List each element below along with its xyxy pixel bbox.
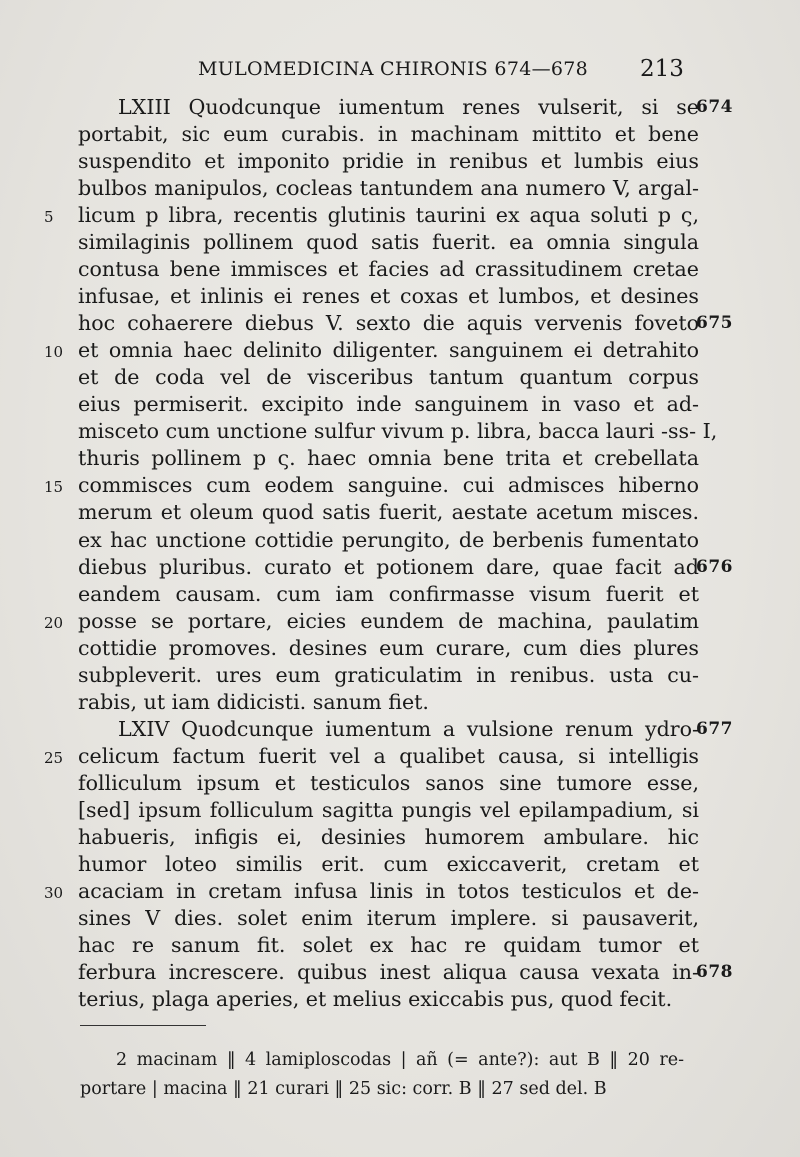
line-text: celicum factum fuerit vel a qualibet causa, si intelligis — [78, 743, 699, 768]
text-line — [0, 581, 800, 608]
text-line — [0, 797, 800, 824]
text-line — [0, 878, 800, 905]
section-number: 677 — [696, 718, 733, 739]
line-number: 15 — [44, 478, 64, 497]
text-line — [0, 932, 800, 959]
line-text: humor loteo similis erit. cum exiccaverit, cretam et — [78, 851, 699, 876]
line-text: misceto cum unctione sulfur vivum p. libra, bacca lauri -ss- I, — [78, 419, 718, 444]
text-line — [0, 635, 800, 662]
text-line — [0, 94, 800, 121]
line-text: eandem causam. cum iam confirmasse visum fuerit et — [78, 581, 699, 606]
text-line — [0, 337, 800, 364]
line-text: sines V dies. solet enim iterum implere. si pausaverit, — [78, 905, 699, 930]
line-number: 10 — [44, 343, 64, 362]
footnote-rule — [80, 1025, 206, 1026]
line-text: rabis, ut iam didicisti. sanum fiet. — [78, 689, 429, 714]
line-text: diebus pluribus. curato et potionem dare, quae facit ad — [78, 554, 699, 579]
line-text: commisces cum eodem sanguine. cui admisces hiberno — [78, 473, 699, 498]
line-text: similaginis pollinem quod satis fuerit. ea omnia singula — [78, 230, 699, 255]
line-text: [sed] ipsum folliculum sagitta pungis vel epilampadium, si — [78, 797, 699, 822]
text-line — [0, 554, 800, 581]
line-text: ex hac unctione cottidie perungito, de berbenis fumentato — [78, 527, 699, 552]
line-text: infusae, et inlinis ei renes et coxas et lumbos, et desines — [78, 284, 699, 309]
text-line — [0, 283, 800, 310]
text-line — [0, 310, 800, 337]
text-line — [0, 148, 800, 175]
line-text: hoc cohaerere diebus V. sexto die aquis vervenis foveto — [78, 311, 699, 336]
text-line — [0, 905, 800, 932]
line-text: merum et oleum quod satis fuerit, aestate acetum misces. — [78, 500, 699, 525]
line-text: LXIV Quodcunque iumentum a vulsione renum ydro- — [118, 716, 699, 741]
text-line — [0, 472, 800, 499]
line-text: licum p libra, recentis glutinis taurini ex aqua soluti p ς, — [78, 203, 699, 228]
line-text: acaciam in cretam infusa linis in totos testiculos et de- — [78, 878, 699, 903]
text-line — [0, 418, 800, 445]
line-text: cottidie promoves. desines eum curare, cum dies plures — [78, 635, 699, 660]
text-line — [0, 175, 800, 202]
text-line — [0, 391, 800, 418]
line-text: terius, plaga aperies, et melius exiccabis pus, quod fecit. — [78, 987, 673, 1012]
line-text: hac re sanum fit. solet ex hac re quidam tumor et — [78, 932, 699, 957]
footnotes — [0, 1046, 800, 1104]
line-text: et de coda vel de visceribus tantum quantum corpus — [78, 365, 699, 390]
text-line — [0, 121, 800, 148]
text-line — [0, 824, 800, 851]
text-line — [0, 202, 800, 229]
line-text: eius permiserit. excipito inde sanguinem in vaso et ad- — [78, 392, 699, 417]
line-number: 25 — [44, 748, 64, 767]
text-line — [0, 716, 800, 743]
text-line — [0, 770, 800, 797]
running-title: MULOMEDICINA CHIRONIS 674—678 — [198, 58, 589, 80]
line-number: 5 — [44, 208, 54, 227]
line-text: ferbura increscere. quibus inest aliqua causa vexata in- — [78, 960, 699, 984]
running-head — [0, 58, 800, 88]
line-text: contusa bene immisces et facies ad crassitudinem cretae — [78, 257, 699, 282]
main-text — [0, 94, 800, 1013]
text-line — [0, 851, 800, 878]
line-text: posse se portare, eicies eundem de machina, paulatim — [78, 608, 699, 633]
line-text: folliculum ipsum et testiculos sanos sine tumore esse, — [78, 770, 699, 795]
footnote-line — [0, 1046, 800, 1075]
text-line — [0, 959, 800, 986]
line-number: 20 — [44, 613, 64, 632]
line-text: suspendito et imponito pridie in renibus et lumbis eius — [78, 149, 699, 174]
line-text: et omnia haec delinito diligenter. sanguinem ei detrahito — [78, 338, 699, 363]
line-text: subpleverit. ures eum graticulatim in renibus. usta cu- — [78, 662, 699, 687]
section-number: 675 — [696, 313, 733, 334]
line-text: bulbos manipulos, cocleas tantundem ana numero V, argal- — [78, 176, 699, 201]
footnote-text: portare | macina ‖ 21 curari ‖ 25 sic: corr. B ‖ 27 sed del. B — [80, 1079, 607, 1099]
text-line — [0, 256, 800, 283]
text-line — [0, 499, 800, 526]
text-line — [0, 527, 800, 554]
footnote-line — [0, 1075, 800, 1104]
text-line — [0, 445, 800, 472]
line-text: habueris, infigis ei, desinies humorem ambulare. hic — [78, 824, 699, 849]
text-line — [0, 662, 800, 689]
line-number: 30 — [44, 883, 64, 902]
text-line — [0, 986, 800, 1013]
line-text: portabit, sic eum curabis. in machinam mittito et bene — [78, 122, 699, 147]
section-number: 676 — [696, 556, 733, 577]
section-number: 678 — [696, 962, 733, 982]
text-line — [0, 608, 800, 635]
page-number: 213 — [640, 56, 684, 82]
line-text: LXIII Quodcunque iumentum renes vulserit, si se — [118, 95, 699, 119]
section-number: 674 — [696, 97, 733, 117]
text-line — [0, 743, 800, 770]
line-text: thuris pollinem p ς. haec omnia bene trita et crebellata — [78, 446, 699, 471]
text-line — [0, 229, 800, 256]
footnote-text: 2 macinam ‖ 4 lamiploscodas | añ (= ante?): aut B ‖ 20 re- — [116, 1050, 684, 1070]
text-line — [0, 689, 800, 716]
text-line — [0, 364, 800, 391]
